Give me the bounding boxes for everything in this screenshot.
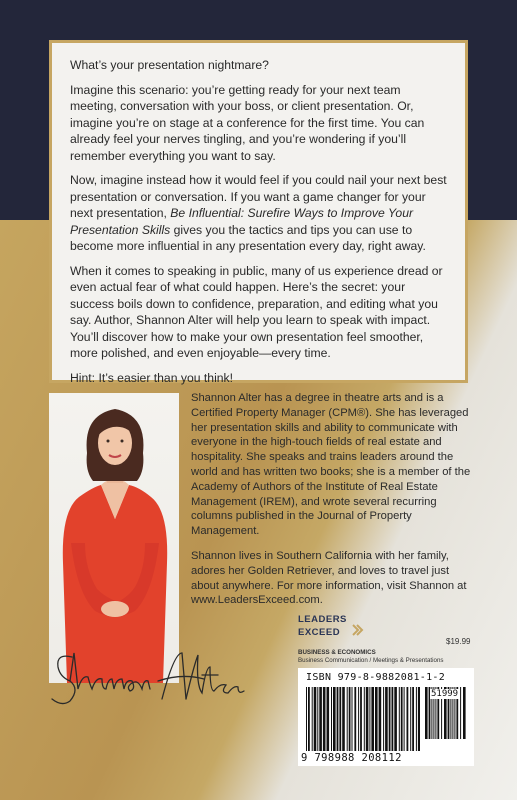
blurb-imagine-tail: gives you the tactics and tips you can use to become more influential in any presentation every day, right away. xyxy=(70,222,426,253)
blurb-box xyxy=(49,40,468,383)
blurb-question: What’s your presentation nightmare? xyxy=(70,58,269,72)
publisher-logo-line2: EXCEED xyxy=(298,627,341,638)
book-title-italic: Be Influential: Surefire Ways to Improve Your Presentation Skills xyxy=(70,206,414,237)
blurb-imagine-text: Now, imagine instead how it would feel if you could nail your next best presentation or conversation. If you want a game changer for your next presentation, xyxy=(70,173,447,220)
blurb-imagine xyxy=(70,172,449,255)
author-photo xyxy=(49,393,179,683)
author-signature xyxy=(44,645,254,720)
blurb-secret: When it comes to speaking in public, many of us experience dread or even actual fear of what could happen. Here’s the secret: your success boils down to confidence, preparation, and editing what you say. Author, Shannon Alter will help you learn to speak with impact. You’ll discover how to make your own presentation feel smoother, more polished, and even enjoyable—every time. xyxy=(70,263,443,360)
bio-paragraph: Shannon Alter has a degree in theatre arts and is a Certified Property Manager (CPM®). She has leveraged her presentation skills and ability to communicate with everyone in the high-touch fields of real estate and hospitality. She speaks and trains leaders around the world and has written two books; she is a member of the Academy of Authors of the Institute of Real Estate Management (IREM), and wrote several recurring columns published in the Journal of Property Management. xyxy=(191,392,471,538)
author-bio xyxy=(191,391,471,618)
publisher-chevron-icon xyxy=(352,623,364,641)
isbn-label: ISBN 979-8-9882081-1-2 xyxy=(306,672,446,683)
price: $19.99 xyxy=(446,637,471,646)
isbn-barcode xyxy=(298,668,474,766)
blurb-scenario: Imagine this scenario: you’re getting ready for your next team meeting, conversation with your boss, or client presentation. Or, imagine you’re on stage at a conference for the first time. You can already feel your nerves tingling, and you’re wondering if you’ll remember everything you want to say. xyxy=(70,82,425,163)
bisac-subcategory: Business Communication / Meetings & Presentations xyxy=(298,657,444,664)
publisher-logo xyxy=(298,611,378,641)
barcode-addon-number: 51999 xyxy=(431,689,459,699)
publisher-logo-line1: LEADERS xyxy=(298,614,347,625)
bisac-category: BUSINESS & ECONOMICS xyxy=(298,649,376,656)
barcode-main-bars xyxy=(306,687,420,751)
barcode-digits: 9 798988 208112 xyxy=(301,752,402,764)
blurb-hint: Hint: It’s easier than you think! xyxy=(70,370,234,385)
bio-paragraph-contact: Shannon lives in Southern California with her family, adores her Golden Retriever, and loves to travel just about anywhere. For more information, visit Shannon at www.LeadersExceed.com. xyxy=(191,549,467,607)
